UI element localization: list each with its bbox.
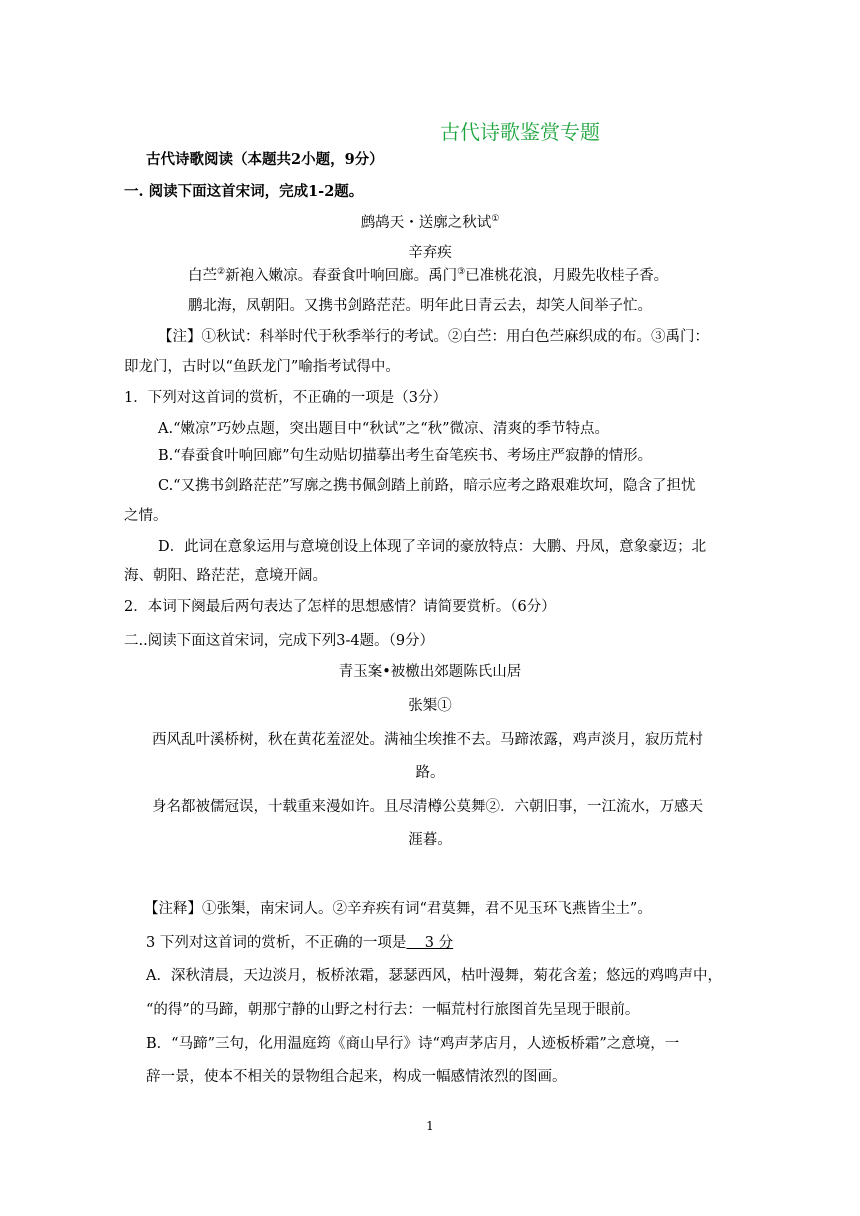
page-number: 1 <box>426 1119 434 1133</box>
part2-poem-line-1b: 路。 <box>415 765 445 781</box>
part1-poem-line-1: 白苎②新袍入嫩凉。春蚕食叶响回廊。禹门③已准桃花浪，月殿先收桂子香。 <box>188 267 669 284</box>
part1-heading: 一. 阅读下面这首宋词，完成1-2题。 <box>124 183 364 200</box>
part2-poem-title: 青玉案•被檄出郊题陈氏山居 <box>338 664 522 680</box>
q1-option-b: B.“春蚕食叶响回廊”句生动贴切描摹出考生奋笔疾书、考场庄严寂静的情形。 <box>158 448 653 464</box>
part2-note: 【注释】①张榘，南宋词人。②辛弃疾有词“君莫舞，君不见玉环飞燕皆尘土”。 <box>144 901 652 917</box>
q1-option-c-line-2: 之情。 <box>124 508 168 524</box>
part2-poem-line-2b: 涯暮。 <box>408 832 452 848</box>
q1-option-a: A.“嫩凉”巧妙点题，突出题目中“秋试”之“秋”微凉、清爽的季节特点。 <box>158 421 610 437</box>
q3-option-a-line-2: “的得”的马蹄，朝那宁静的山野之村行去：一幅荒村行旅图首先呈现于眼前。 <box>146 1002 640 1018</box>
part1-note-line-1: 【注】①秋试：科举时代于秋季举行的考试。②白苎：用白色苎麻织成的布。③禹门： <box>158 329 709 345</box>
question-2: 2．本词下阕最后两句表达了怎样的思想感情？请简要赏析。（6分） <box>124 599 556 615</box>
document-title: 古代诗歌鉴赏专题 <box>440 120 600 144</box>
part1-note-line-2: 即龙门，古时以“鱼跃龙门”喻指考试得中。 <box>124 359 400 375</box>
part1-author: 辛弃疾 <box>408 245 452 261</box>
part2-author: 张榘① <box>408 698 452 714</box>
q3-option-b-line-2: 辞一景，使本不相关的景物组合起来，构成一幅感情浓烈的图画。 <box>146 1069 567 1085</box>
q3-option-b-line-1: B．“马蹄”三句，化用温庭筠《商山早行》诗“鸡声茅店月，人迹板桥霜”之意境，一 <box>146 1036 680 1052</box>
part1-poem-title: 鹧鸪天・送廓之秋试① <box>360 214 500 231</box>
q1-option-d-line-2: 海、朝阳、路茫茫，意境开阔。 <box>124 568 327 584</box>
part2-heading: 二..阅读下面这首宋词，完成下列3-4题。（9分） <box>124 633 435 649</box>
question-3: 3 下列对这首词的赏析，不正确的一项是 3 分 <box>146 935 454 951</box>
part2-poem-line-2a: 身名都被儒冠误，十载重来漫如许。且尽清樽公莫舞②．六朝旧事，一江流水，万感天 <box>152 799 703 815</box>
section-heading: 古代诗歌阅读（本题共2小题，9分） <box>146 151 384 168</box>
q1-option-d-line-1: D．此词在意象运用与意境创设上体现了辛词的豪放特点：大鹏、丹凤，意象豪迈；北 <box>158 539 707 555</box>
q1-option-c-line-1: C.“又携书剑路茫茫”写廓之携书佩剑踏上前路，暗示应考之路艰难坎坷，隐含了担忧 <box>158 478 696 494</box>
q3-option-a-line-1: A．深秋清晨，天边淡月，板桥浓霜，瑟瑟西风，枯叶漫舞，菊花含羞；悠远的鸡鸣声中， <box>146 968 722 984</box>
part1-poem-line-2: 鹏北海，凤朝阳。又携书剑路茫茫。明年此日青云去，却笑人间举子忙。 <box>188 298 652 314</box>
question-1: 1．下列对这首词的赏析，不正确的一项是（3分） <box>124 390 447 406</box>
part2-poem-line-1a: 西风乱叶溪桥树，秋在黄花羞涩处。满袖尘埃推不去。马蹄浓露，鸡声淡月，寂历荒村 <box>152 732 703 748</box>
